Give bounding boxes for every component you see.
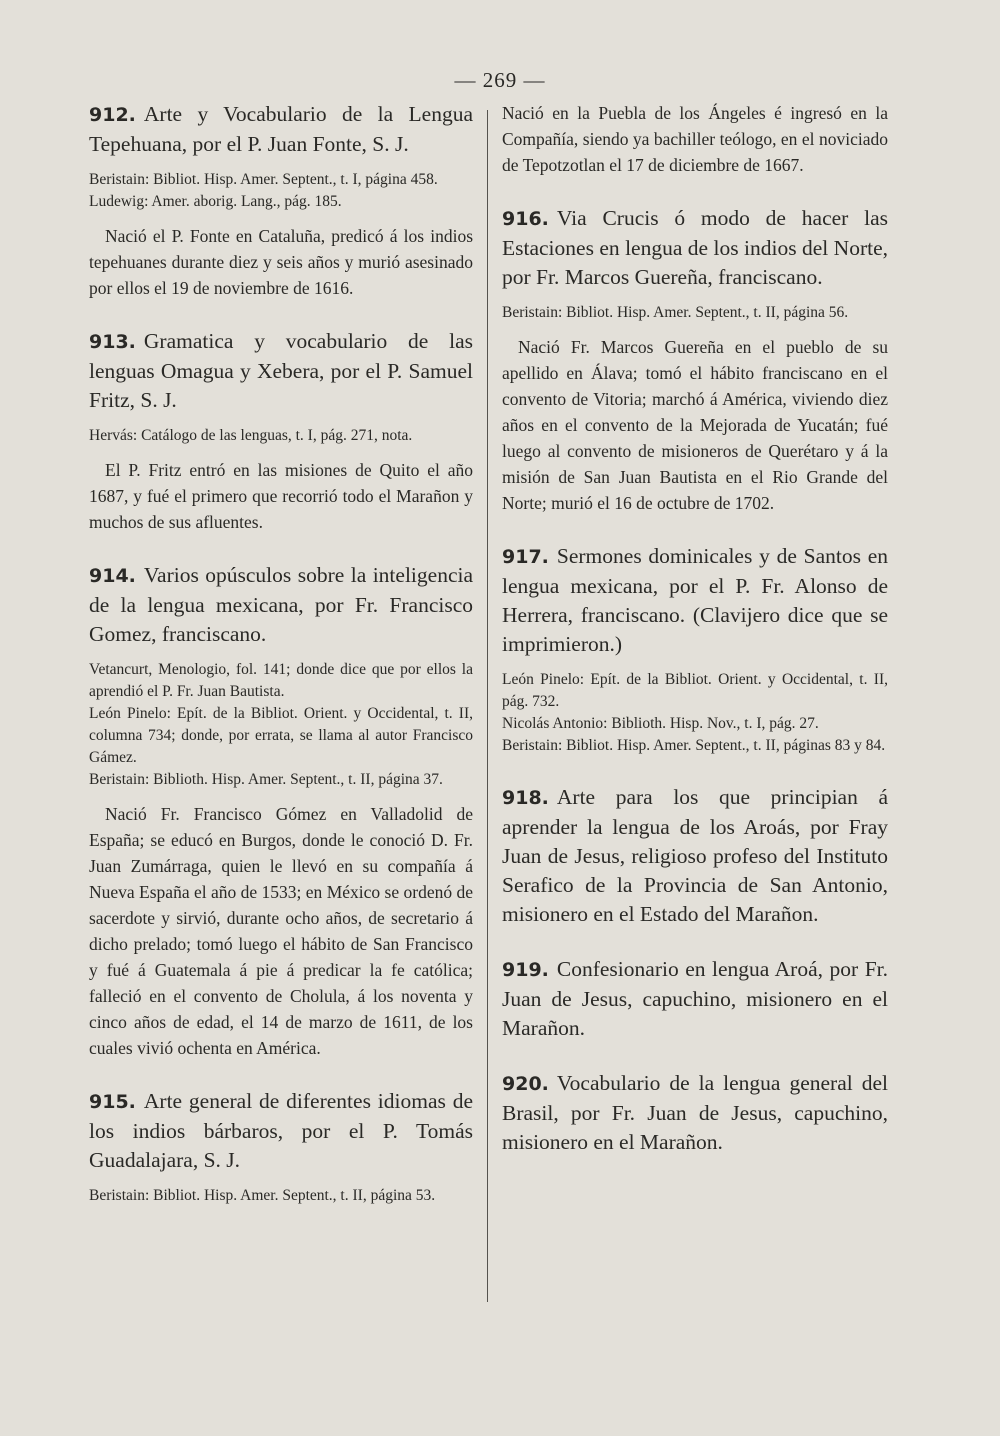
entry-number: 912.	[89, 104, 136, 126]
entry-heading	[502, 204, 888, 292]
reference: Ludewig: Amer. aborig. Lang., pág. 185.	[89, 193, 342, 210]
left-column	[89, 100, 473, 1207]
entry-title: Vocabulario de la lengua general del Brasil, por Fr. Juan de Jesus, capuchino, misionero en el Marañon.	[502, 1071, 888, 1154]
entry-916	[502, 204, 888, 516]
reference: Beristain: Bibliot. Hisp. Amer. Septent., t. II, página 56.	[502, 304, 849, 321]
reference: Nicolás Antonio: Biblioth. Hisp. Nov., t. I, pág. 27.	[502, 715, 819, 732]
entry-number: 920.	[502, 1073, 549, 1095]
entry-number: 917.	[502, 546, 549, 568]
entry-title: Arte para los que principian á aprender la lengua de los Aroás, por Fray Juan de Jesus, religioso profeso del Instituto Serafico de la Provincia de San Antonio, misionero en el Estado del Marañon.	[502, 785, 888, 926]
reference: Beristain: Biblioth. Hisp. Amer. Septent., t. II, página 37.	[89, 771, 443, 788]
reference: León Pinelo: Epít. de la Bibliot. Orient. y Occidental, t. II, columna 734; donde, por errata, se llama al autor Francisco Gámez.	[89, 705, 473, 766]
reference: Beristain: Bibliot. Hisp. Amer. Septent., t. I, página 458.	[89, 171, 438, 188]
entry-heading	[89, 1087, 473, 1175]
entry-title: Arte general de diferentes idiomas de los indios bárbaros, por el P. Tomás Guadalajara, S. J.	[89, 1089, 473, 1172]
entry-number: 915.	[89, 1091, 136, 1113]
page-number: — 269 —	[454, 68, 546, 92]
entry-914	[89, 561, 473, 1061]
entry-heading	[89, 561, 473, 649]
entry-918	[502, 783, 888, 929]
entry-heading	[502, 1069, 888, 1157]
entry-919	[502, 955, 888, 1043]
reference: Vetancurt, Menologio, fol. 141; donde dice que por ellos la aprendió el P. Fr. Juan Bautista.	[89, 661, 473, 700]
entry-number: 916.	[502, 208, 549, 230]
entry-title: Confesionario en lengua Aroá, por Fr. Juan de Jesus, capuchino, misionero en el Marañon.	[502, 957, 888, 1040]
entry-title: Varios opúsculos sobre la inteligencia de la lengua mexicana, por Fr. Francisco Gomez, franciscano.	[89, 563, 473, 646]
biography: Nació Fr. Francisco Gómez en Valladolid de España; se educó en Burgos, donde le conoció D. Fr. Juan Zumárraga, quien le llevó en su compañía á Nueva España el año de 1533; en México se ordenó de sacerdote y sirvió, durante ocho años, de secretario á dicho prelado; tomó luego el hábito de San Francisco y fué á Guatemala á pie á predicar la fe católica; falleció en el convento de Cholula, á los noventa y cinco años de edad, el 14 de marzo de 1611, de los cuales vivió ochenta en América.	[89, 804, 473, 1058]
entry-number: 919.	[502, 959, 549, 981]
biography: Nació en la Puebla de los Ángeles é ingresó en la Compañía, siendo ya bachiller teólogo, en el noviciado de Tepotzotlan el 17 de diciembre de 1667.	[502, 103, 888, 175]
reference: Beristain: Bibliot. Hisp. Amer. Septent., t. II, páginas 83 y 84.	[502, 737, 886, 754]
reference: León Pinelo: Epít. de la Bibliot. Orient. y Occidental, t. II, pág. 732.	[502, 671, 888, 710]
column-divider	[487, 110, 488, 1302]
right-column	[502, 100, 888, 1157]
entry-913	[89, 327, 473, 535]
biography: Nació el P. Fonte en Cataluña, predicó á los indios tepehuanes durante diez y seis años y murió asesinado por ellos el 19 de noviembre de 1616.	[89, 226, 473, 298]
entry-915	[89, 1087, 473, 1207]
entry-number: 918.	[502, 787, 549, 809]
entry-heading	[89, 327, 473, 415]
entry-920	[502, 1069, 888, 1157]
entry-number: 914.	[89, 565, 136, 587]
entry-title: Sermones dominicales y de Santos en lengua mexicana, por el P. Fr. Alonso de Herrera, franciscano. (Clavijero dice que se imprimieron.)	[502, 544, 888, 656]
entry-917	[502, 542, 888, 757]
entry-number: 913.	[89, 331, 136, 353]
entry-heading	[502, 783, 888, 929]
entry-912	[89, 100, 473, 301]
biography: Nació Fr. Marcos Guereña en el pueblo de su apellido en Álava; tomó el hábito franciscano en el convento de Vitoria; marchó á América, viviendo diez años en el convento de la Mejorada de Yucatán; fué luego al convento de misioneros de Querétaro y á la misión de San Juan Bautista en el Rio Grande del Norte; murió el 16 de octubre de 1702.	[502, 337, 888, 513]
entry-title: Arte y Vocabulario de la Lengua Tepehuana, por el P. Juan Fonte, S. J.	[89, 102, 473, 156]
entry-heading	[502, 542, 888, 659]
reference: Hervás: Catálogo de las lenguas, t. I, pág. 271, nota.	[89, 427, 413, 444]
entry-915-continued	[502, 100, 888, 178]
entry-title: Via Crucis ó modo de hacer las Estaciones en lengua de los indios del Norte, por Fr. Marcos Guereña, franciscano.	[502, 206, 888, 289]
entry-heading	[89, 100, 473, 159]
entry-heading	[502, 955, 888, 1043]
reference: Beristain: Bibliot. Hisp. Amer. Septent., t. II, página 53.	[89, 1187, 436, 1204]
biography: El P. Fritz entró en las misiones de Quito el año 1687, y fué el primero que recorrió todo el Marañon y muchos de sus afluentes.	[89, 460, 473, 532]
entry-title: Gramatica y vocabulario de las lenguas Omagua y Xebera, por el P. Samuel Fritz, S. J.	[89, 329, 473, 412]
